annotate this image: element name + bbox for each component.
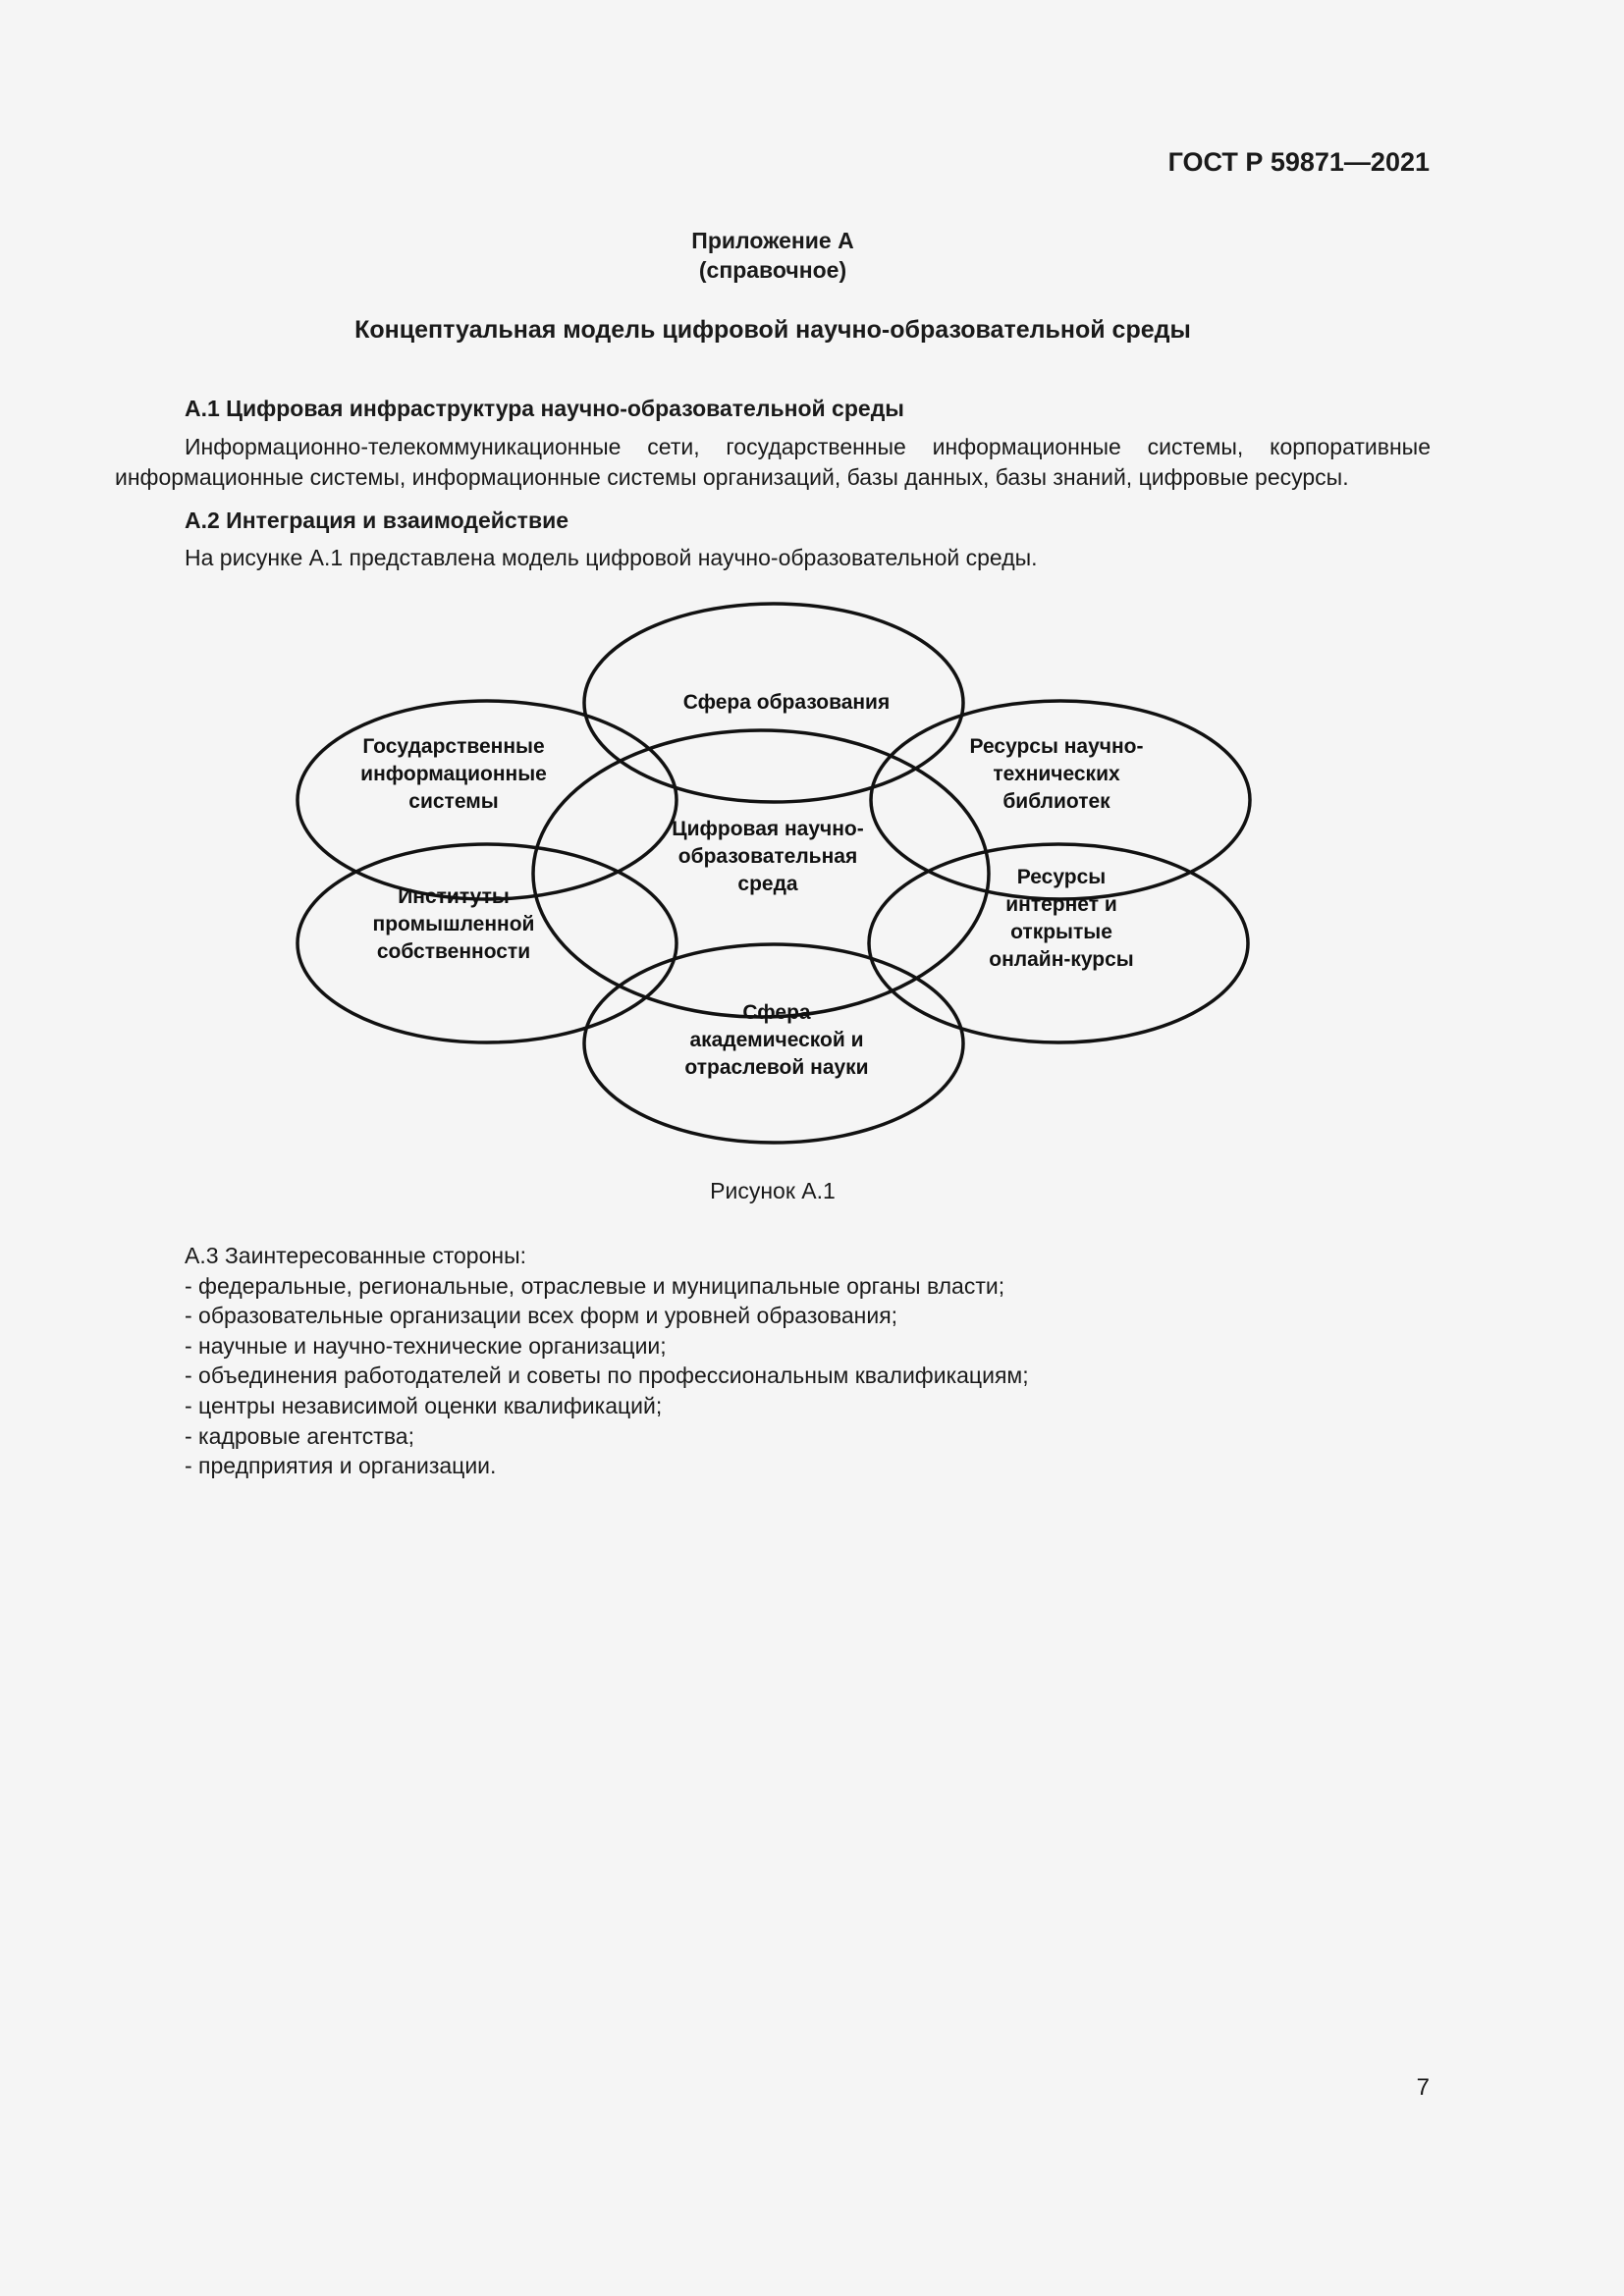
appendix-heading [0,226,1545,285]
label-line: технических [993,763,1120,785]
stakeholders-heading: А.3 Заинтересованные стороны: [185,1243,526,1268]
list-item: - образовательные организации всех форм и уровней образования; [185,1303,898,1329]
list-item: - предприятия и организации. [185,1453,497,1479]
label-line: образовательная [677,845,858,868]
label-line: библиотек [1002,790,1110,813]
label-line: Цифровая научно- [672,818,864,840]
concept-diagram [275,589,1276,1158]
list-item: - объединения работодателей и советы по профессиональным квалификациям; [185,1362,1029,1389]
label-line: Институты [398,885,510,908]
label-upper-left [360,735,547,813]
label-top [683,691,890,714]
section-a1-text: Информационно-телекоммуникационные сети, государственные информационные системы, корпоративные информационные системы, информационные системы организаций, базы данных, базы знаний, цифровые ресурсы. [115,434,1431,490]
label-line: открытые [1010,921,1112,943]
label-line: промышленной [372,913,535,935]
list-item: - научные и научно-технические организации; [185,1332,667,1359]
label-line: отраслевой науки [684,1056,869,1079]
appendix-subtitle: (справочное) [698,257,847,283]
label-line: информационные [360,763,547,785]
label-line: Ресурсы научно- [969,735,1144,758]
section-a1-heading: А.1 Цифровая инфраструктура научно-образовательной среды [185,396,904,421]
document-code: ГОСТ Р 59871—2021 [1167,147,1430,177]
list-item: - кадровые агентства; [185,1422,414,1449]
label-lower-right [989,866,1133,971]
label-line: Государственные [362,735,545,758]
appendix-title: Приложение А [691,228,854,253]
label-line: академической и [689,1029,864,1051]
label-line: среда [737,873,798,895]
label-line: Сфера образования [682,691,891,714]
list-item: - федеральные, региональные, отраслевые и муниципальные органы власти; [185,1272,1005,1299]
label-line: Ресурсы [1016,866,1107,888]
label-line: собственности [376,940,531,963]
label-line: онлайн-курсы [989,948,1134,971]
list-item: - центры независимой оценки квалификаций; [185,1392,663,1418]
figure-caption: Рисунок А.1 [710,1178,836,1203]
page-number: 7 [1416,2074,1430,2101]
section-a2-heading: А.2 Интеграция и взаимодействие [185,507,569,533]
label-upper-right [970,735,1144,813]
label-line: системы [408,790,499,813]
label-center [672,818,863,895]
section-a2-text: На рисунке А.1 представлена модель цифровой научно-образовательной среды. [185,545,1038,570]
label-line: Сфера [742,1001,811,1024]
page-title: Концептуальная модель цифровой научно-образовательной среды [354,316,1191,344]
label-line: интернет и [1005,893,1117,916]
stakeholders-section [185,1241,1029,1481]
